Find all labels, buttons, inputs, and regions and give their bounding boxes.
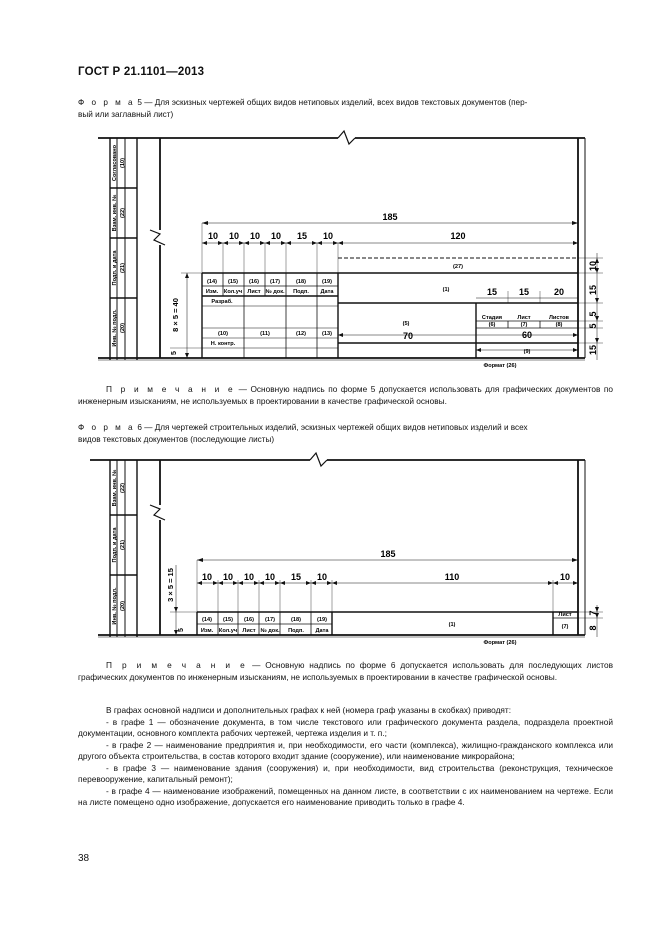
body-item-3: - в графе 3 — наименование здания (сооружения) и, при необходимости, вид строительства (реконструкция, техническое перевооружение, капитальный ремонт); xyxy=(78,762,613,784)
form6-cell-data: Дата xyxy=(315,628,329,634)
form5-side-c21: (21) xyxy=(120,263,126,273)
form6-caption-label: Ф о р м а xyxy=(78,423,136,432)
form6-note-label: П р и м е ч а н и е xyxy=(106,660,248,670)
form6-dim-r8: 8 xyxy=(588,625,598,631)
form5-cell-11: (11) xyxy=(260,331,270,337)
form5-dim-r15b: 15 xyxy=(588,344,598,356)
form6-dim-total: 185 xyxy=(380,549,396,559)
form5-side-vzam: Взам. инв. № xyxy=(112,194,118,232)
form5-caption-line2: вый или заглавный лист) xyxy=(78,109,174,119)
form6-caption-text: 6 — Для чертежей строительных изделий, эскизных чертежей общих видов нетиповых изделий и всех xyxy=(137,423,528,432)
form6-side-c22: (22) xyxy=(120,483,126,493)
form6-format: Формат (26) xyxy=(483,640,517,646)
form6-cell-list2: Лист xyxy=(558,612,572,618)
body-item-2: - в графе 2 — наименование предприятия и, при необходимости, его части (комплекса), жилищно-гражданского комплекса или другого объекта строительства, в состав которого входит здание (сооружение), или наименование микрорайона; xyxy=(78,739,613,761)
form6-side-podp: Подп. и дата xyxy=(112,527,118,563)
form6-cell-1: (1) xyxy=(448,622,456,628)
form5-cell-kol: Кол.уч xyxy=(223,289,243,295)
form5-cell-podp: Подп. xyxy=(293,289,309,295)
form5-cell-17: (17) xyxy=(270,279,280,285)
form6-side-inv: Инв. № подл. xyxy=(112,587,118,625)
form5-dim-r5a: 5 xyxy=(588,311,598,317)
page-number: 38 xyxy=(78,853,90,864)
form5-cell-12: (12) xyxy=(296,331,306,337)
form5-dim-60: 60 xyxy=(521,330,533,340)
form5-dim-total: 185 xyxy=(382,212,398,222)
form5-cell-13: (13) xyxy=(322,331,332,337)
form5-cell-razrab: Разраб. xyxy=(211,299,233,305)
form5-side-c22: (22) xyxy=(120,208,126,218)
form5-caption-label: Ф о р м а xyxy=(78,98,136,107)
form5-dim-r5b: 5 xyxy=(588,323,598,329)
form5-dim-120: 120 xyxy=(450,231,466,241)
form6-cell-izm: Изм. xyxy=(200,628,214,634)
form5-dim-left5: 5 xyxy=(171,351,178,355)
form6-side-c21: (21) xyxy=(120,540,126,550)
form5-dim-15c: 15 xyxy=(518,287,530,297)
form6-cell-list: Лист xyxy=(242,628,256,634)
form5-cell-19: (19) xyxy=(322,279,332,285)
form5-dim-40: 8 × 5 = 40 xyxy=(171,298,180,332)
form6-drawing xyxy=(0,450,661,650)
form5-side-inv: Инв. № подл. xyxy=(112,309,118,347)
form5-dim-15: 15 xyxy=(296,231,308,241)
form6-note-text: — Основную надпись по форме 6 допускается использовать для последующих листов графических документов по инженерным изысканиям, не используемых в проектировании в качестве графической основы. xyxy=(78,660,613,682)
form5-cell-5: (5) xyxy=(402,321,410,327)
form6-cell-16: (16) xyxy=(244,617,254,623)
form6-cell-podp: Подп. xyxy=(288,628,304,634)
form6-dim-10e: 10 xyxy=(316,572,328,582)
form5-dim-70: 70 xyxy=(402,331,414,341)
form6-side-c20: (20) xyxy=(120,601,126,611)
form5-cell-list: Лист xyxy=(247,289,261,295)
form6-cell-18: (18) xyxy=(291,617,301,623)
form6-side-vzam: Взам. инв. № xyxy=(112,469,118,507)
form5-side-c20: (20) xyxy=(120,323,126,333)
form5-cell-data: Дата xyxy=(320,289,334,295)
form6-note xyxy=(78,660,613,683)
form6-dim-15: 15 xyxy=(290,572,302,582)
form5-dim-20: 20 xyxy=(553,287,565,297)
form5-cell-10: (10) xyxy=(218,331,228,337)
form5-drawing xyxy=(0,128,661,373)
page-header: ГОСТ Р 21.1101—2013 xyxy=(78,66,205,78)
form5-cell-6: (6) xyxy=(488,322,496,328)
form6-dim-10b: 10 xyxy=(222,572,234,582)
form6-dim-r7: 7 xyxy=(588,610,598,616)
form6-cell-kol: Кол.уч xyxy=(218,628,238,634)
form5-format: Формат (26) xyxy=(483,363,517,369)
form6-caption-line2: видов текстовых документов (последующие листы) xyxy=(78,434,275,444)
form5-caption-text: 5 — Для эскизных чертежей общих видов нетиповых изделий, всех видов текстовых документов (пер- xyxy=(137,98,528,107)
form5-cell-18: (18) xyxy=(296,279,306,285)
form6-dim-10d: 10 xyxy=(264,572,276,582)
form6-dim-15h: 3 × 5 = 15 xyxy=(166,568,175,602)
form5-side-podp: Подп. и дата xyxy=(112,250,118,286)
body-intro: В графах основной надписи и дополнительных графах к ней (номера граф указаны в скобках) приводят: xyxy=(106,705,512,715)
form5-dim-15b: 15 xyxy=(486,287,498,297)
form6-cell-7: (7) xyxy=(561,624,569,630)
form5-dim-r15: 15 xyxy=(588,284,598,296)
form5-cell-15: (15) xyxy=(228,279,238,285)
form6-cell-17: (17) xyxy=(265,617,275,623)
form5-cell-stadia: Стадия xyxy=(481,315,503,321)
form5-dim-r10: 10 xyxy=(588,260,598,272)
form6-dim-left5: 5 xyxy=(178,628,185,632)
form6-cell-19: (19) xyxy=(317,617,327,623)
form6-dim-10a: 10 xyxy=(201,572,213,582)
form6-cell-15: (15) xyxy=(223,617,233,623)
form5-cell-listov: Листов xyxy=(549,315,569,321)
form5-dim-10e: 10 xyxy=(322,231,334,241)
form5-dim-10a: 10 xyxy=(207,231,219,241)
form5-cell-16: (16) xyxy=(249,279,259,285)
form5-cell-ndok: № док. xyxy=(265,289,285,295)
form5-note xyxy=(78,384,613,407)
form5-dim-10c: 10 xyxy=(249,231,261,241)
form5-side-soglasovano: Согласовано xyxy=(112,144,118,182)
form5-cell-1: (1) xyxy=(442,287,450,293)
form5-cell-nkontr: Н. контр. xyxy=(210,341,236,347)
form6-dim-10c: 10 xyxy=(243,572,255,582)
form6-dim-10f: 10 xyxy=(559,572,571,582)
form5-cell-7: (7) xyxy=(520,322,528,328)
form5-caption xyxy=(78,97,598,120)
form6-dim-110: 110 xyxy=(444,572,460,582)
form5-cell-8: (8) xyxy=(555,322,563,328)
form5-dim-10d: 10 xyxy=(270,231,282,241)
form5-dim-10b: 10 xyxy=(228,231,240,241)
form5-cell-14: (14) xyxy=(207,279,217,285)
form5-cell-9: (9) xyxy=(523,349,531,355)
form6-cell-14: (14) xyxy=(202,617,212,623)
body-item-4: - в графе 4 — наименование изображений, помещенных на данном листе, в соответствии с их наименованием на чертеже. Если на листе помещено одно изображение, допускается его наименование приводить только в графе 4. xyxy=(78,785,613,807)
body-item-1: - в графе 1 — обозначение документа, в том числе текстового или графического документа раздела, подраздела проектной документации, основного комплекта рабочих чертежей, чертежа изделия и т. п.; xyxy=(78,716,613,738)
form5-note-text: — Основную надпись по форме 5 допускается использовать для графических документов по инженерным изысканиям, не используемых в проектировании в качестве графической основы. xyxy=(78,384,613,406)
form6-caption xyxy=(78,422,598,445)
form5-cell-27: (27) xyxy=(453,264,463,270)
form5-cell-list2: Лист xyxy=(517,315,531,321)
form5-cell-izm: Изм. xyxy=(205,289,219,295)
form5-side-c10: (10) xyxy=(120,158,126,168)
body-text xyxy=(78,705,613,809)
form5-note-label: П р и м е ч а н и е xyxy=(106,384,236,394)
form6-cell-ndok: № док. xyxy=(260,628,280,634)
